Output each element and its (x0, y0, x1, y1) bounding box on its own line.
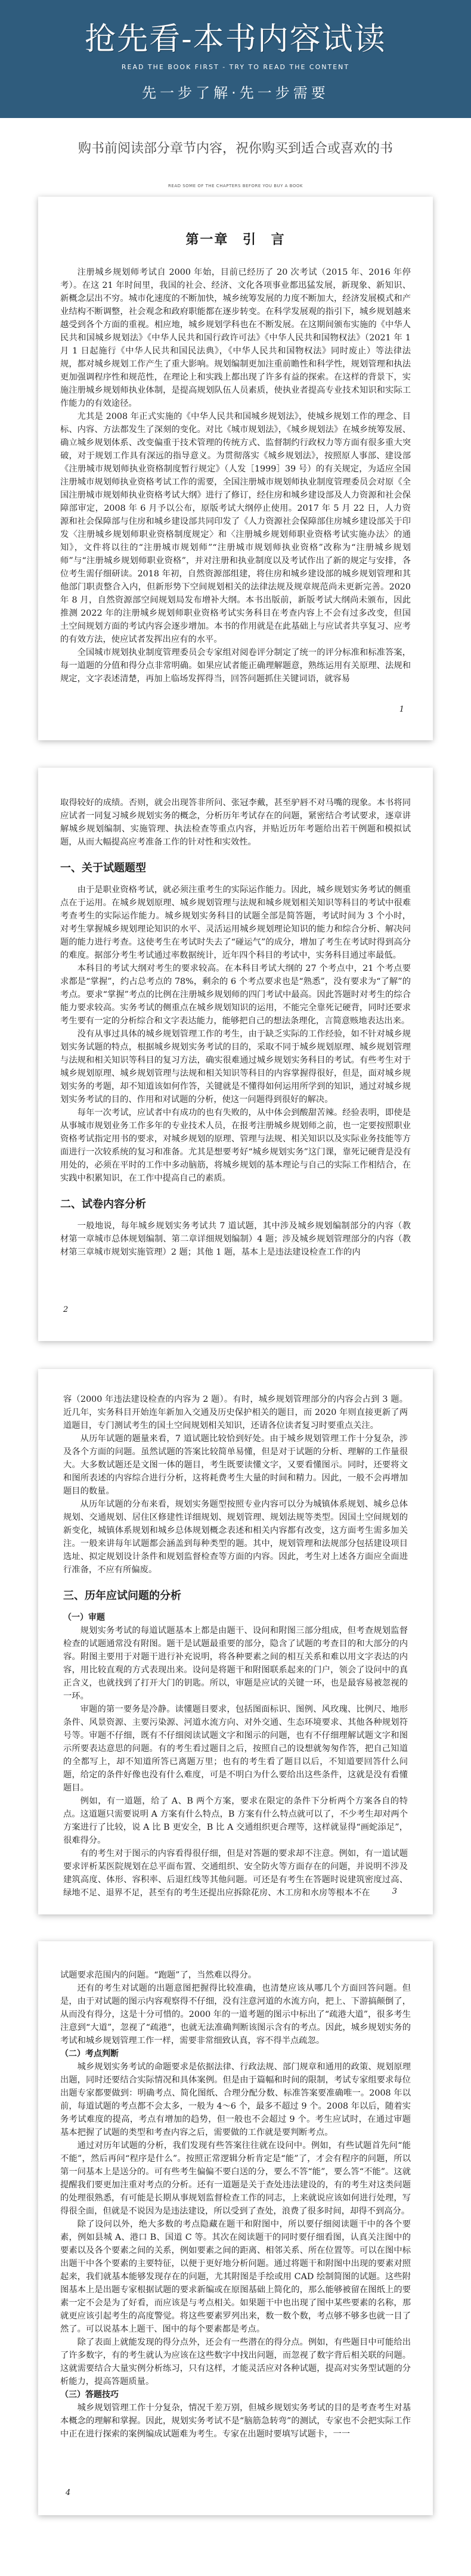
subsection-heading: （一）审题 (63, 1613, 105, 1622)
page-number: 1 (399, 705, 404, 714)
paragraph: 全国城市规划执业制度管理委员会专家组对阅卷评分制定了统一的评分标准和标准答案，每一道题的分值和得分点非常明确。如果应试者能正确理解题意，熟练运用有关原理、法规和规定，文字表述清楚，再加上临场发挥得当，回答问题抓住关键词语，就容易 (60, 648, 411, 684)
banner-tagline: 先一步了解·先一步需要 (142, 85, 329, 101)
subsection-heading: （三）答题技巧 (60, 2390, 119, 2400)
paragraph: 从历年试题的题量来看，7 道试题比较恰到好处。由于城乡规划管理工作十分复杂，涉及各个方面的问题。虽然试题的答案比较简单易懂，但是对于试题的分析、理解的工作量很大。大多数试题还是文图一体的题目，考生既要读懂文字，又要看懂图示。同时，还要将文和图所表述的内容综合进行分析，这将耗费考生大量的时间和精力。因此，一般不会再增加题目的数量。 (63, 1434, 408, 1496)
paragraph: 注册城乡规划师考试自 2000 年始，目前已经历了 20 次考试（2015 年、2016 年停考）。在这 21 年时间里，我国的社会、经济、文化各项事业都迅猛发展，新现象、新知识、新概念层出不穷。城市化速度的不断加快，城乡统筹发展的力度不断加大，经济发展模式和产业结构不断调整，社会观念和政府职能都在逐步转变。在科学发展观的指引下，城乡规划越来越受到各个方面的重视。相应地，城乡规划学科也在不断发展。在这期间颁布实施的《中华人民共和国城乡规划法》《中华人民共和国行政许可法》《中华人民共和国物权法》（2021 年 1 月 1 日起施行《中华人民共和国民法典》，《中华人民共和国物权法》同时废止）等法律法规，都对城乡规划工作产生了重大影响。规划编制更加注重前瞻性和科学性，规划管理和执法更加强调程序性和规范性，在理论上和实践上都出现了许多有益的探索。在这样的背景下，实施注册城乡规划师执业体制，是提高规划队伍人员素质，使执业者提高专业技术知识和实际工作能力的有效途径。 (60, 268, 411, 408)
paragraph: 尤其是 2008 年正式实施的《中华人民共和国城乡规划法》，使城乡规划工作的理念、目标、内容、方法都发生了深刻的变化。对比《城市规划法》，《城乡规划法》在城乡统筹发展、确立城乡规划体系、改变偏重于技术管理的传统方式、监督制约行政权力等方面有很多重大突破，对于规划工作具有深远的指导意义。为贯彻落实《城乡规划法》，按照原人事部、建设部《注册城市规划师执业资格制度暂行规定》（人发［1999］39 号）的有关规定，为适应全国注册城市规划师执业资格考试工作的需要，全国注册城市规划师执业制度管理委员会对原《全国注册城市规划师执业资格考试大纲》进行了修订，经住房和城乡建设部及人力资源和社会保障部审定，2008 年 6 月予以公布，原版考试大纲停止使用。2017 年 5 月 22 日，人力资源和社会保障部与住房和城乡建设部共同印发了《人力资源社会保障部住房城乡建设部关于印发〈注册城乡规划师职业资格制度规定〉和〈注册城乡规划师职业资格考试实施办法〉的通知》，文件将以往的“注册城市规划师”“注册城市规划师执业资格”改称为“注册城乡规划师”与“注册城乡规划师职业资格”，并对注册和执业制度以及考试作出了新的规定与安排，各位考生需仔细研读。2018 年初，自然资源部组建，将住房和城乡建设部的城乡规划管理和其他部门职责整合入内，但新形势下空间规划相关的法律法规及规章规范尚未更新完善。2020 年 8 月，自然资源部空间规划局发布增补大纲。本书出版前，新版考试大纲尚未颁布，因此推测 2022 年的注册城乡规划师职业资格考试实务科目在考查内容上不会有过多改变，但国土空间规划方面的考试内容会逐步增加。本书的作用就是在此基础上与应试者共享复习、应考的有效方法，使应试者发挥出应有的水平。 (60, 412, 411, 644)
paragraph: 取得较好的成绩。否则，就会出现答非所问、张冠李戴，甚至驴唇不对马嘴的现象。本书将同应试者一同复习城乡规划实务的概念，分析历年考试存在的问题，紧密结合考试要求，逐章讲解城乡规划编制、实施管理、执法检查等重点内容，并贴近历年考题给出若干例题和模拟试题，从而大幅提高应考准备工作的针对性和实效性。 (60, 798, 411, 847)
section-heading: 一、关于试题题型 (60, 862, 146, 874)
chapter-title: 第一章 引 言 (185, 232, 286, 247)
intro-subheading-en: READ SOME OF THE CHAPTERS BEFORE YOU BUY A BOOK (168, 184, 303, 188)
book-page-3 (38, 1369, 433, 1914)
paragraph: 审题的第一要务是冷静。读懂题目要求，包括图面标识、图例、风玫瑰、比例尺、地形条件、风景资源、主要污染源、河道水流方向、对外交通、生态环境要求、其他各种规划符号等。审题不仔细，既有不仔细阅读试题文字和图示的问题，也有不仔细理解试题文字和图示所要表达意思的问题。有的考生看过题目之后，按照自己的设想就匆匆作答，把自己知道的全都写上，却不知道所答已离题万里；也有的考生看了题目以后，不知道要回答什么问题，给定的条件好像也没有什么难度，可是不明白为什么要给出这些条件，这就是没有看懂题目。 (63, 1705, 408, 1793)
paragraph: 由于是职业资格考试，就必须注重考生的实际运作能力。因此，城乡规划实务考试的侧重点在于运用。在城乡规划原理、城乡规划管理与法规和城乡规划相关知识等科目的考试中很难考查考生的实际运作能力。城乡规划实务科目的试题全部是简答题，考试时间为 3 个小时，对考生掌握城乡规划理论知识的水平、灵活运用城乡规划理论知识的能力和综合分析、解决问题的能力进行考查。这使考生在考试时失去了“碰运气”的成分，增加了考生在考试时得到高分的难度。据部分考生考试通过率数据统计，近年四个科目的考试中，实务科目通过率最低。 (60, 885, 411, 960)
paragraph: 每年一次考试，应试者中有成功的也有失败的，从中体会到酸甜苦辣。经验表明，即使是从事城市规划业务工作多年的专业技术人员，在报考注册城乡规划师之前，也一定要按照职业资格考试指定用书的要求，对城乡规划的原理、管理与法规、相关知识以及实际业务技能等方面进行一次较系统的复习和准备。尤其是想要考好“城乡规划实务”这门课，靠死记硬背是没有用处的，必须在平时的工作中多动脑筋，将城乡规划的基本理论与自己的实际工作相结合，在实践中积累知识，在工作中提高自己的素质。 (60, 1108, 411, 1183)
page-number: 2 (63, 1305, 69, 1314)
page-number: 4 (66, 2488, 71, 2497)
subsection-heading: （二）考点判断 (60, 2049, 119, 2059)
header-banner (0, 0, 471, 118)
paragraph: 城乡规划实务考试的命题要求是依据法律、行政法规、部门规章和通用的政策、规划原理出题，同时还要结合实际情况和具体案例。但是由于篇幅和时间的限制，考试专家组要求每位出题专家都要做到：明确考点、简化图纸、合理分配分数、标准答案要准确唯一。2008 年以前，每道试题的考点都不会太多，一般为 4～6 个，最多不超过 9 个。2008 年以后，随着实务考试难度的提高，考点有增加的趋势，但一般也不会超过 9 个。考生应试时，在通过审题基本把握了试题的类型和考查内容之后，需要做的工作就是要判断考点。 (60, 2062, 411, 2137)
paragraph: 一般地说，每年城乡规划实务考试共 7 道试题，其中涉及城乡规划编制部分的内容（教材第一章城市总体规划编制、第二章详细规划编制）4 题；涉及城乡规划管理部分的内容（教材第三章城市规划实施管理）2 题；其他 1 题，基本上是违法建设检查工作的内 (60, 1221, 411, 1257)
paragraph: 除了表面上就能发现的得分点外，还会有一些潜在的得分点。例如，有些题目中可能给出了许多数字，有的考生就认为应该在这些数字中找出问题，而忽视了数字背后相关联的问题。这就需要结合大量实例分析练习，只有这样，才能灵活应对各种试题，提高对实务型试题的分析能力，提高答题质量。 (60, 2338, 411, 2386)
paragraph: 除了设问以外，绝大多数的考点隐藏在题干和附图中，所以要仔细阅读题干中的各个要素，例如县城 A、港口 B、国道 C 等。其次在阅读题干的同时要仔细看图，认真关注图中的要素以及各个要素之间的关系，例如要素之间的距离、相邻关系、所在位置等。可以在图中标出题干中各个要素的主要特征，以便于更好地分析问题。通过将题干和附图中出现的要素对照起来，我们就基本能够发现存在的问题，尤其附图是手绘或用 CAD 绘制简图的试题。这些附图基本上是出题专家根据试题的要求新编或在原图基础上简化的，那么能够被留在图纸上的要素一定不会是为了好看，而应该是与考点相关。如果题干中也出现了图中某些要素的名称，那就更应该引起考生的高度警觉。将这些要素罗列出来，数一数个数，考点够不够多也就一目了然了。可以说基本上题干、图中的每个要素都是考点。 (60, 2220, 411, 2334)
book-page-1 (38, 197, 433, 740)
paragraph: 还有的考生对试题的出题意图把握得比较准确，也清楚应该从哪几个方面回答问题。但是，由于对试题的图示内容观察得不仔细，没有注意河道的水流方向，把上、下游搞颠倒了，从而没有得分，这是十分可惜的。2000 年的一道考题的图示中标出了“疏港大道”，很多考生注意到“大道”，忽视了“疏港”，也就无法准确判断该图示含有的考点。因此，城乡规划实务的考试和城乡规划管理工作一样，需要非常细致认真，容不得半点疏忽。 (60, 1984, 411, 2046)
paragraph: 有的考生对于图示的内容看得很仔细，但是对答题的要求却不注意。例如，有一道试题要求评析某医院规划在总平面布置、交通组织、安全防火等方面存在的问题，并说明不涉及建筑高度、体形、容积率、后退红线等其他问题。可还是有考生在答题时说建筑密度过高、绿地不足、退界不足，甚至有的考生还提出应拆除花房、木工房和水房等根本不在 (63, 1849, 408, 1898)
paragraph: 从历年试题的分布来看，规划实务题型按照专业内容可以分为城镇体系规划、城乡总体规划、交通规划、居住区修建性详细规划、规划管理、规划法规等类型。因国土空间规划的新变化，城镇体系规划和城乡总体规划概念表述和相关内容都有改变，这方面考生需多加关注。一般来讲每年试题都会涵盖到每种类型的题。其中，规划管理和法规部分包括建设项目选址、拟定规划设计条件和规划监督检查等方面的内容。因此，考生对上述各方面应全面进行准备，不应有所偏废。 (63, 1500, 408, 1575)
paragraph: 规划实务考试的每道试题基本上都是由题干、设问和附图三部分组成，但考查规划监督检查的试题通常没有附图。题干是试题最重要的部分，隐含了试题的考查目的和大部分的内容。附图主要用于对题干进行补充说明，将各种要素之间的相互关系和难以用文字表达的内容，用比较直观的方式表现出来。设问是将题干和附图联系起来的门户，领会了设问中的真正含义，也就找到了打开大门的钥匙。所以，审题是应试的关键一环，也是最容易被忽视的一环。 (63, 1626, 408, 1701)
paragraph: 容（2000 年违法建设检查的内容为 2 题）。有时，城乡规划管理部分的内容会占到 3 题。近几年，实务科目开始连年新加入交通及历史保护相关的题目，而 2020 年则直接更新了两道题目，专门测试考生的国土空间规划相关知识，还请各位读者复习时要重点关注。 (63, 1395, 408, 1430)
paragraph: 试题要求范围内的问题。“跑题”了，当然难以得分。 (60, 1970, 257, 1980)
banner-subtitle-en: READ THE BOOK FIRST - TRY TO READ THE CONTENT (121, 63, 350, 71)
paragraph: 本科目的考试大纲对考生的要求较高。在本科目考试大纲的 27 个考点中，21 个考点要求都是“掌握”，约占总考点的 78%，剩余的 6 个考点要求也是“熟悉”，没有要求为“了解”的考点。要求“掌握”考点的比例在注册城乡规划师的四门考试中最高。因此答题时对考生的综合能力要求较高。实务考试的侧重点在城乡规划知识的运用，不能完全靠死记硬背，同时还要求考生要有一定的分析综合和文字表达能力，能够把自己的想法条理化，言简意赅地表达出来。 (60, 964, 411, 1026)
book-page-4 (38, 1941, 433, 2515)
book-page-2 (38, 768, 433, 1341)
paragraph: 例如，有一道题，给了 A、B 两个方案，要求在限定的条件下分析两个方案各自的特点。这道题只需要说明 A 方案有什么特点，B 方案有什么特点就可以了，不少考生却对两个方案进行了比较，说 A 比 B 更安全，B 比 A 交通组织更合理等，这样就显得“画蛇添足”，很难得分。 (63, 1796, 408, 1845)
paragraph: 通过对历年试题的分析，我们发现有些答案往往就在设问中。例如，有些试题首先问“能不能”，然后再问“程序是什么”。按照正常逻辑分析肯定是“能”了，才会有程序的问题，所以第一问基本上是送分的。可有些考生偏偏不要白送的分，要么不答“能”，要么答“不能”。这就提醒我们要更加注重对考点的分析。还有一道题是关于查处违法建设的，有的考生对这类问题的处理很熟悉，有可能是长期从事规划监督检查工作的同志，上来就说应该如何进行处理，写得很全面，但就是不说因为是违法建设，所以受到了查处，浪费了很多时间，却得不到高分。 (60, 2141, 411, 2216)
paragraph: 没有从事过具体的城乡规划管理工作的考生，由于缺乏实际的工作经验，如不针对城乡规划实务试题的特点，根据城乡规划实务考试的目的，采取不同于城乡规划原理、城乡规划管理与法规和相关知识等科目的复习方法，确实很难通过城乡规划实务科目的考试。有些考生对于城乡规划原理、城乡规划管理与法规和相关知识等科目的内容掌握得很好，但是，面对城乡规划实务的考题，却不知道该如何作答，关键就是不懂得如何运用所学到的知识，通过对城乡规划实务考试的目的、作用和对试题的分析，使这一问题得到很好的解决。 (60, 1029, 411, 1104)
banner-title: 抢先看-本书内容试读 (85, 21, 386, 57)
page-number: 3 (392, 1887, 397, 1896)
intro-heading: 购书前阅读部分章节内容，祝你购买到适合或喜欢的书 (78, 141, 393, 156)
paragraph: 城乡规划管理工作十分复杂，情况千差万别，但城乡规划实务考试的目的是考查考生对基本概念的理解和掌握。因此，规划实务考试不是“脑筋急转弯”的测试，专家也不会把实际工作中正在进行探索的案例编成试题难为考生。专家在出题时要填写试题卡，一一 (60, 2403, 411, 2439)
section-heading: 二、试卷内容分析 (60, 1198, 146, 1211)
section-heading: 三、历年应试问题的分析 (63, 1590, 181, 1602)
